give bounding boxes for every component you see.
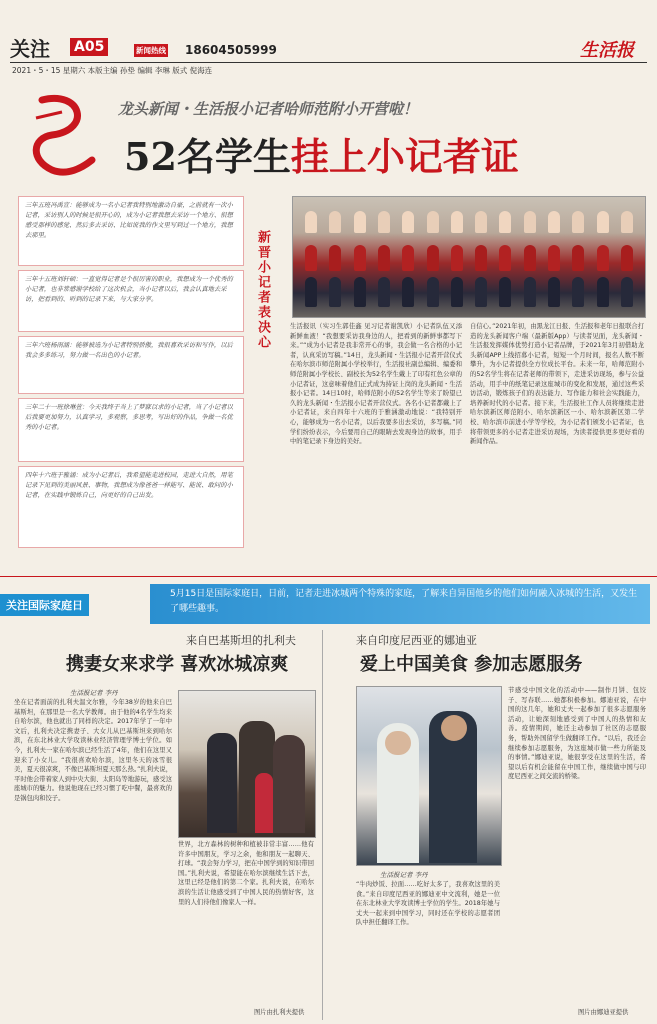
page-number: A05 (70, 38, 108, 56)
headline-highlight: 挂上小记者证 (290, 134, 519, 179)
story2-caption: 图片由娜迪亚提供 (578, 1009, 629, 1016)
story1-kicker: 来自巴基斯坦的扎利夫 (186, 634, 296, 647)
story1-photo (178, 690, 316, 838)
feature-body-col1: 生活报讯（实习生郭佳鑫 见习记者谢凯欣）小记者队伍又添新鲜血液！“我想要采访我身边的人，把看到的新鲜事都写下来。”“成为小记者是我非常开心的事，我会做一名合格的小记者，认真采访写稿。”14日，龙头新闻・生活报小记者开营仪式在哈尔滨市师范附属小学校举行，生活报社副总编辑、编委和师范附属小学校长、副校长为52名学生戴上了印有红色公章的小记者证，这意味着他们正式成为持证上岗的龙头新闻・生活报小记者。14日10时，哈师范附小的52名学生等来了盼望已久的龙头新闻・生活报小记者开营仪式。各名小记者都戴上了小记者证，来自四年十六班的于雅涵激动地说：“我特别开心，能够成为一名小记者，以后我要多出去采访，多写稿。”同学们纷纷表示，今后要用自己的眼睛去发现身边的故事，用手中的笔记录下身边的美好。 (290, 323, 462, 446)
column-divider (322, 630, 323, 1020)
story2-byline: 生活报记者 李丹 (380, 871, 428, 879)
pledge-box-2: 三年十五班刘轩硕：一直觉得记者是个很厉害的职业，我想成为一个优秀的小记者，也非常感谢学校给了这次机会，当小记者以后，我会认真地去采访，把看到的、听到的记录下来，与大家分享。 (18, 270, 244, 332)
newspaper-logo: 生活报 (580, 40, 634, 61)
feature-body-col2: 自信心。”2021年初，由黑龙江日报、生活报和老年日报联合打造的龙头新闻客户端（最新版App）与读者见面，龙头新闻・生活报发挥媒体优势打造小记者品牌，于2021年3月初借助龙头新闻APP上线招募小记者，短短一个月时间，报名人数不断攀升，为小记者提供全方位成长平台。未来一年，哈师范附小的52名学生将在记者老师的带领下，走进采访现场，参与公益活动，用手中的纸笔记录这座城市的变化和发展，通过这些采访活动，锻炼孩子们的表达能力、写作能力和社会实践能力，培养新时代的小记者。接下来，生活报社工作人员将继续走进哈尔滨新区师范附小、哈尔滨新区一小、哈尔滨新区第二学校、哈尔滨市前进小学等学校，为小记者们颁发小记者证，也将带领更多的小记者走进采访现场，为读者提供更多更好看的新闻作品。 (470, 323, 644, 446)
pledge-section-title: 新晋小记者表决心 (255, 230, 270, 350)
story2-body-2: 节感受中国文化的活动中——制作月饼、包饺子、写春联……她都积极参加。娜迪亚说，在中国的这几年，她和丈夫一起参加了很多志愿服务活动，让她深刻地感受到了中国人的热情和友善。疫情期间，她还主动参加了社区的志愿服务，帮助外国留学生做翻译工作。“以后，我还会继续参加志愿服务，为这座城市做一些力所能及的事情。”娜迪亚说，她很享受在这里的生活，希望以后有机会能留在中国工作，继续做中国与印度尼西亚之间交流的桥梁。 (508, 687, 646, 781)
story1-body-2: 世界，北方森林的树种和植被非常丰富……他有许多中国朋友，学习之余，他和朋友一起聊天、打球。“我会努力学习，把在中国学到的知识带回国。”扎利夫说，希望能在哈尔滨继续生活下去，这里已经是他们的第二个家。扎利夫说，在哈尔滨的生活让他感受到了中国人民的热情好客，这里的人们待他们像家人一样。 (178, 841, 314, 906)
feature-subtitle: 龙头新闻・生活报小记者哈师范附小开营啦！ (118, 100, 419, 118)
decorative-swirl-icon (22, 90, 102, 180)
group-photo (292, 196, 646, 318)
feature-headline (124, 126, 519, 181)
hotline-number: 18604505999 (185, 43, 277, 57)
date-line: 2021・5・15 星期六 本版主编 孙垫 编辑 李琳 版式 倪海连 (12, 66, 213, 75)
story2-headline: 爱上中国美食 参加志愿服务 (360, 654, 583, 675)
pledge-box-3: 三年六班杨雨涵：能够被选为小记者特别骄傲，我很喜欢采访和写作，以后我会多多练习，努力做一名出色的小记者。 (18, 336, 244, 394)
story2-kicker: 来自印度尼西亚的娜迪亚 (356, 634, 477, 647)
header-rule (10, 62, 647, 63)
story1-byline: 生活报记者 李丹 (70, 689, 118, 697)
section-name: 关注 (10, 37, 50, 61)
pledge-box-1: 三年五班冯禹宣：能够成为一名小记者我特别地激动自豪，之前就有一次小记者，采访别人的时候是很开心的，成为小记者我想去采访一个地方、很想感受那样的感觉、然后多去采访、比如说我的作文里写到过一个地方，我想去那里。 (18, 196, 244, 266)
pledge-box-4: 三年二十一班徐琳萱：今天我终于当上了梦寐以求的小记者，当了小记者以后我要更加努力，认真学习，多观察，多思考，写出好的作品，争做一名优秀的小记者。 (18, 398, 244, 462)
headline-part-1: 52名学生 (124, 134, 291, 179)
intl-intro-text: 5月15日是国际家庭日，日前，记者走进冰城两个特殊的家庭，了解来自异国他乡的他们如何融入冰城的生活，又发生了哪些趣事。 (170, 589, 638, 614)
pledge-box-5: 四年十六班于雅涵：成为小记者后，我希望能走进校园，走进大自然，用笔记录下见到的美丽风景、事物，我想成为像爸爸一样能写、能说、敢问的小记者，在实践中锻炼自己，向更好的自己出发。 (18, 466, 244, 548)
story1-caption: 图片由扎利夫提供 (254, 1009, 305, 1016)
section-divider (0, 576, 657, 578)
story1-body: 坐在记者面前的扎利夫温文尔雅，今年38岁的他来自巴基斯坦，在那里是一名大学教师。由于他的4名学生均来自哈尔滨，他也就出了同样的决定。2017年学了一年中文后，扎利夫决定携妻子、大女儿从巴基斯坦来到哈尔滨，在东北林业大学攻读林业经济管理学博士学位。如今，扎利夫一家在哈尔滨已经生活了4年，他们在这里又迎来了小女儿。“我很喜欢哈尔滨，这里冬天的冰雪很美，夏天很凉爽，不像巴基斯坦夏天那么热。”扎利夫说，平时他会带着家人到中央大街、太阳岛等地游玩，感受这座城市的魅力。他说他现在已经习惯了吃中餐，最喜欢的是锅包肉和饺子。 (14, 699, 172, 802)
intl-section-label: 关注国际家庭日 (0, 594, 89, 616)
hotline-label: 新闻热线 (136, 46, 166, 55)
story2-photo (356, 686, 502, 866)
story1-headline: 携妻女来求学 喜欢冰城凉爽 (66, 654, 289, 675)
story2-body: “牛肉炒饭、拉面……吃好太多了，我喜欢这里的美食。”来自印度尼西亚的娜迪亚中文流利，她是一位在东北林业大学攻读博士学位的学生。2018年她与丈夫一起来到中国学习，同时还在学校的志愿者团队中担任翻译工作。 (356, 881, 500, 927)
